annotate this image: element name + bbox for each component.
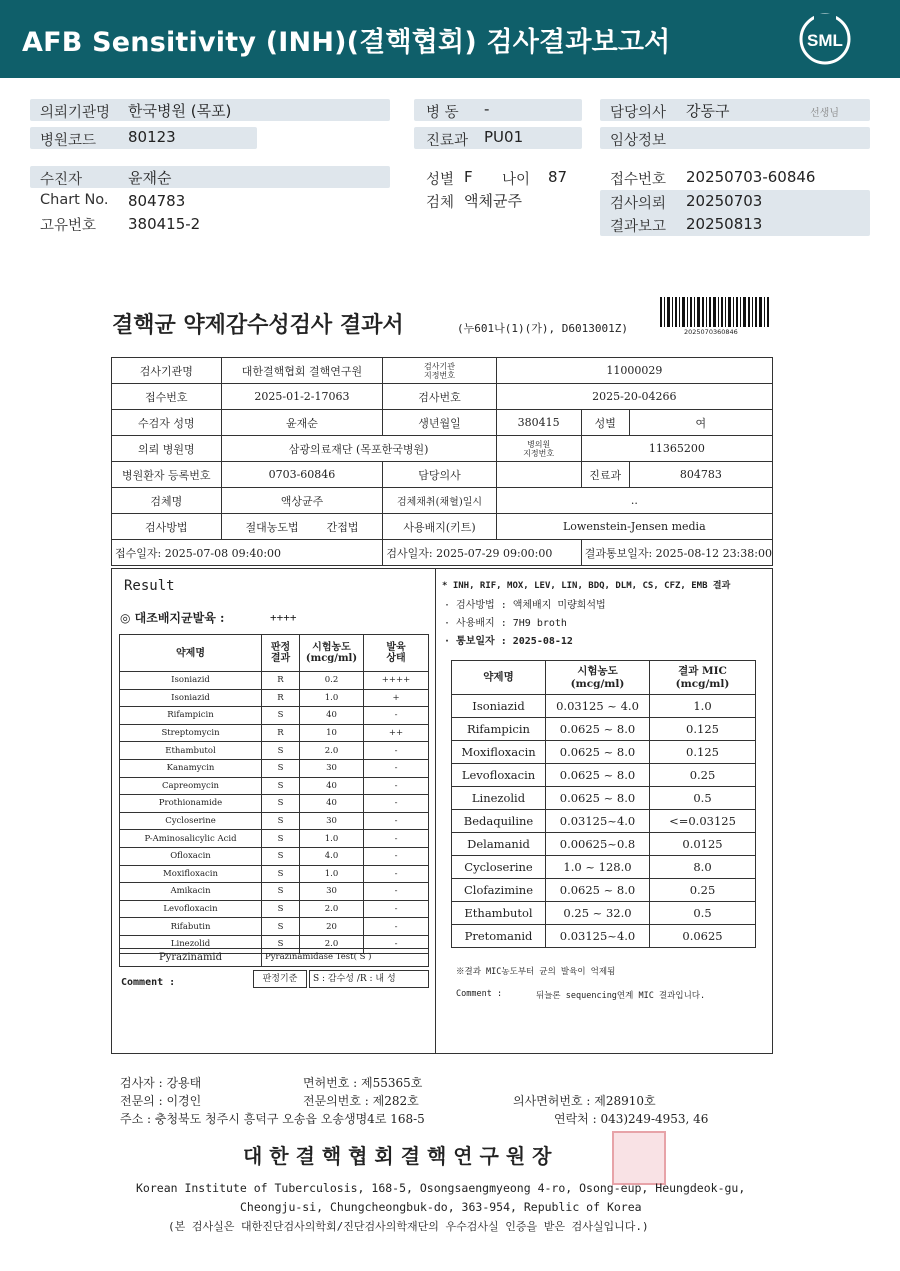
table-row <box>452 833 756 856</box>
drug-cell: - <box>364 830 429 848</box>
grid-dob-label: 생년월일 <box>383 410 496 436</box>
req-date-value: 20250703 <box>686 192 763 210</box>
grid-lab-no-label: 검사기관 지정번호 <box>383 358 496 384</box>
drug-cell: - <box>364 918 429 936</box>
drug-cell: - <box>364 847 429 865</box>
grid-reg-value: 0703-60846 <box>221 462 383 488</box>
req-date-label: 검사의뢰 <box>610 196 667 212</box>
dept-value: PU01 <box>484 128 524 146</box>
drug-cell: ++++ <box>364 672 429 690</box>
report-date-label: 결과보고 <box>610 219 667 235</box>
pyrazinamid-test: Pyrazinamidase Test( S ) <box>262 949 429 967</box>
drug-cell: Isoniazid <box>120 672 262 690</box>
mic-note: ※결과 MIC농도부터 균의 발육이 억제됨 <box>456 967 616 977</box>
table-row <box>120 759 429 777</box>
drug-cell: Ethambutol <box>120 742 262 760</box>
grid-hospital-no-value: 11365200 <box>581 436 772 462</box>
drug-cell: S <box>262 812 300 830</box>
grid-receipt-value: 2025-01-2-17063 <box>221 384 383 410</box>
pyrazinamid-label: Pyrazinamid <box>120 949 262 967</box>
mic-cell: Ethambutol <box>452 902 546 925</box>
drug-cell: 20 <box>300 918 364 936</box>
drug-cell: 1.0 <box>300 689 364 707</box>
report-body-divider <box>435 568 436 1054</box>
drug-cell: 2.0 <box>300 900 364 918</box>
drug-cell: Prothionamide <box>120 795 262 813</box>
grid-doctor-value <box>496 462 581 488</box>
drug-cell: R <box>262 672 300 690</box>
footer-contact: 연락처 : 043)249-4953, 46 <box>554 1112 709 1126</box>
drug-cell: Kanamycin <box>120 759 262 777</box>
drug-cell: 2.0 <box>300 742 364 760</box>
drug-col-conc: 시험농도 (mcg/ml) <box>300 635 364 672</box>
drug-cell: S <box>262 865 300 883</box>
drug-cell: 30 <box>300 883 364 901</box>
drug-cell: Ofloxacin <box>120 847 262 865</box>
dept-label: 진료과 <box>426 133 469 149</box>
mic-header: * INH, RIF, MOX, LEV, LIN, BDQ, DLM, CS, CFZ, EMB 결과 <box>442 581 731 591</box>
grid-lab-value: 대한결핵협회 결핵연구원 <box>221 358 383 384</box>
table-row <box>120 847 429 865</box>
grid-doctor-label: 담당의사 <box>383 462 496 488</box>
result-label: Result <box>124 578 175 594</box>
drug-cell: Moxifloxacin <box>120 865 262 883</box>
mic-cell: 0.5 <box>650 787 756 810</box>
mic-cell: Delamanid <box>452 833 546 856</box>
ward-value: - <box>484 100 490 118</box>
drug-susceptibility-table <box>119 634 429 954</box>
grid-collect-value: .. <box>496 488 772 514</box>
official-seal-icon <box>612 1131 666 1185</box>
doctor-label: 담당의사 <box>610 105 667 121</box>
grid-medium-label: 사용배지(키트) <box>383 514 496 540</box>
table-row <box>120 830 429 848</box>
mic-cell: 0.0625 ~ 8.0 <box>546 787 650 810</box>
grid-dept-label: 진료과 <box>581 462 629 488</box>
mic-cell: 0.03125~4.0 <box>546 810 650 833</box>
footer-doctor-license: 의사면허번호 : 제28910호 <box>513 1094 656 1108</box>
table-row <box>452 902 756 925</box>
mic-cell: 0.25 <box>650 764 756 787</box>
table-row <box>452 695 756 718</box>
drug-cell: Rifampicin <box>120 707 262 725</box>
footer-org: 대 한 결 핵 협 회 결 핵 연 구 원 장 <box>243 1144 552 1168</box>
grid-name-label: 수검자 성명 <box>112 410 222 436</box>
mic-result-table <box>451 660 756 948</box>
table-row <box>452 810 756 833</box>
grid-method-label: 검사방법 <box>112 514 222 540</box>
sml-logo-icon <box>798 12 852 66</box>
footer-en1: Korean Institute of Tuberculosis, 168-5, Osongsaengmyeong 4-ro, Osong-eup, Heungdeok-gu, <box>136 1181 746 1195</box>
grid-name-value: 윤재순 <box>221 410 383 436</box>
mic-medium: · 사용배지 : 7H9 broth <box>444 618 567 629</box>
grid-specimen-value: 액상균주 <box>221 488 383 514</box>
table-row <box>452 879 756 902</box>
mic-cell: 0.125 <box>650 741 756 764</box>
grid-notice-date: 결과통보일자: 2025-08-12 23:38:00 <box>581 540 772 566</box>
table-row <box>120 707 429 725</box>
drug-cell: 30 <box>300 812 364 830</box>
specimen-value: 액체균주 <box>464 192 522 210</box>
grid-test-date: 검사일자: 2025-07-29 09:00:00 <box>383 540 581 566</box>
chart-label: Chart No. <box>40 192 109 208</box>
sex-value: F <box>464 168 473 186</box>
footer-license1: 면허번호 : 제55365호 <box>303 1076 423 1090</box>
mic-cell: 1.0 ~ 128.0 <box>546 856 650 879</box>
drug-cell: - <box>364 707 429 725</box>
grid-dept-value: 804783 <box>629 462 772 488</box>
drug-col-growth: 발육 상태 <box>364 635 429 672</box>
mic-cell: 0.25 <box>650 879 756 902</box>
mic-cell: 0.25 ~ 32.0 <box>546 902 650 925</box>
grid-lab-no-value: 11000029 <box>496 358 772 384</box>
drug-cell: S <box>262 847 300 865</box>
footer-specialist: 전문의 : 이경인 <box>120 1094 202 1108</box>
table-row <box>120 742 429 760</box>
mic-cell: <=0.03125 <box>650 810 756 833</box>
drug-cell: S <box>262 759 300 777</box>
mic-cell: Moxifloxacin <box>452 741 546 764</box>
drug-cell: 4.0 <box>300 847 364 865</box>
age-label: 나이 <box>502 172 531 188</box>
mic-cell: 0.5 <box>650 902 756 925</box>
table-row <box>120 672 429 690</box>
mic-col-conc: 시험농도 (mcg/ml) <box>546 661 650 695</box>
comment-left-label: Comment : <box>121 977 176 988</box>
footer-address: 주소 : 충청북도 청주시 흥덕구 오송읍 오송생명4로 168-5 <box>120 1112 425 1126</box>
colony-label: ◎ 대조배지균발육 : <box>120 611 225 625</box>
drug-cell: - <box>364 777 429 795</box>
drug-cell: S <box>262 883 300 901</box>
mic-cell: Bedaquiline <box>452 810 546 833</box>
barcode-number: 2025070360846 <box>684 328 738 336</box>
drug-cell: S <box>262 935 300 953</box>
drug-cell: 1.0 <box>300 865 364 883</box>
report-header-grid <box>111 357 773 566</box>
table-row <box>120 883 429 901</box>
drug-cell: 10 <box>300 724 364 742</box>
grid-hospital-label: 의뢰 병원명 <box>112 436 222 462</box>
mic-cell: 0.0625 ~ 8.0 <box>546 764 650 787</box>
grid-receipt-date: 접수일자: 2025-07-08 09:40:00 <box>112 540 383 566</box>
drug-cell: Streptomycin <box>120 724 262 742</box>
drug-cell: 40 <box>300 707 364 725</box>
footer-en2: Cheongju-si, Chungcheongbuk-do, 363-954, Republic of Korea <box>240 1200 642 1214</box>
grid-lab-label: 검사기관명 <box>112 358 222 384</box>
drug-cell: ++ <box>364 724 429 742</box>
report-title: 결핵균 약제감수성검사 결과서 <box>112 312 404 338</box>
criteria-label: 판정기준 <box>253 970 307 988</box>
drug-cell: S <box>262 830 300 848</box>
grid-hospital-value: 삼광의료재단 (목포한국병원) <box>221 436 496 462</box>
comment-right-label: Comment : <box>456 989 503 999</box>
barcode-icon <box>660 297 770 327</box>
drug-cell: S <box>262 707 300 725</box>
drug-cell: - <box>364 900 429 918</box>
drug-cell: - <box>364 812 429 830</box>
grid-medium-value: Lowenstein-Jensen media <box>496 514 772 540</box>
drug-cell: R <box>262 689 300 707</box>
drug-cell: - <box>364 935 429 953</box>
table-row <box>120 795 429 813</box>
drug-cell: Rifabutin <box>120 918 262 936</box>
drug-cell: + <box>364 689 429 707</box>
svg-text:SML: SML <box>807 31 843 50</box>
mic-cell: 0.03125 ~ 4.0 <box>546 695 650 718</box>
mic-col-drug: 약제명 <box>452 661 546 695</box>
table-row <box>452 718 756 741</box>
doctor-value: 강동구 <box>686 102 730 120</box>
mic-cell: 0.125 <box>650 718 756 741</box>
grid-collect-label: 검체채취(채혈)일시 <box>383 488 496 514</box>
grid-receipt-label: 접수번호 <box>112 384 222 410</box>
patient-label: 수진자 <box>40 172 83 188</box>
header-bar <box>0 0 900 78</box>
comment-right-text: 뒤늘론 sequencing연계 MIC 결과입니다. <box>536 991 706 1001</box>
table-row <box>120 918 429 936</box>
drug-cell: S <box>262 918 300 936</box>
mic-cell: 0.03125~4.0 <box>546 925 650 948</box>
drug-cell: 2.0 <box>300 935 364 953</box>
drug-cell: 40 <box>300 795 364 813</box>
sex-label: 성별 <box>426 172 455 188</box>
drug-cell: S <box>262 795 300 813</box>
drug-cell: 30 <box>300 759 364 777</box>
drug-cell: Levofloxacin <box>120 900 262 918</box>
footer-tester: 검사자 : 강용태 <box>120 1076 202 1090</box>
doctor-suffix: 선생님 <box>810 108 839 119</box>
receipt-value: 20250703-60846 <box>686 168 816 186</box>
mic-cell: 1.0 <box>650 695 756 718</box>
table-row <box>452 787 756 810</box>
colony-value: ++++ <box>270 611 297 624</box>
hospital-code-value: 80123 <box>128 128 176 146</box>
table-row <box>120 900 429 918</box>
table-row <box>452 764 756 787</box>
uid-value: 380415-2 <box>128 215 201 233</box>
drug-cell: S <box>262 777 300 795</box>
pyrazinamid-table <box>119 948 429 967</box>
grid-method-2: 간접법 <box>326 520 359 534</box>
table-row <box>452 856 756 879</box>
drug-col-name: 약제명 <box>120 635 262 672</box>
drug-cell: - <box>364 759 429 777</box>
drug-cell: - <box>364 742 429 760</box>
mic-cell: 0.0625 ~ 8.0 <box>546 741 650 764</box>
drug-col-result: 판정 결과 <box>262 635 300 672</box>
mic-method: · 검사방법 : 액체배지 미량희석법 <box>444 600 606 611</box>
drug-cell: 1.0 <box>300 830 364 848</box>
table-row <box>120 689 429 707</box>
clinical-label: 임상정보 <box>610 133 667 149</box>
mic-cell: 0.00625~0.8 <box>546 833 650 856</box>
table-row <box>120 777 429 795</box>
mic-cell: Cycloserine <box>452 856 546 879</box>
table-row <box>120 865 429 883</box>
hospital-code-label: 병원코드 <box>40 133 97 149</box>
table-row <box>452 925 756 948</box>
drug-cell: - <box>364 865 429 883</box>
drug-cell: Capreomycin <box>120 777 262 795</box>
grid-sex-value: 여 <box>629 410 772 436</box>
mic-cell: Pretomanid <box>452 925 546 948</box>
mic-cell: 0.0625 ~ 8.0 <box>546 718 650 741</box>
grid-dob-value: 380415 <box>496 410 581 436</box>
grid-test-no-label: 검사번호 <box>383 384 496 410</box>
report-code: (누601나(1)(가), D6013001Z) <box>457 322 628 335</box>
age-value: 87 <box>548 168 568 186</box>
drug-cell: Linezolid <box>120 935 262 953</box>
drug-cell: S <box>262 900 300 918</box>
grid-test-no-value: 2025-20-04266 <box>496 384 772 410</box>
mic-date: · 통보일자 : 2025-08-12 <box>444 636 573 647</box>
mic-cell: Levofloxacin <box>452 764 546 787</box>
drug-cell: - <box>364 883 429 901</box>
mic-col-result: 결과 MIC (mcg/ml) <box>650 661 756 695</box>
grid-sex-label: 성별 <box>581 410 629 436</box>
info-bar-patient <box>30 166 390 188</box>
drug-cell: S <box>262 742 300 760</box>
drug-cell: Cycloserine <box>120 812 262 830</box>
drug-cell: 40 <box>300 777 364 795</box>
mic-cell: 0.0625 <box>650 925 756 948</box>
table-row <box>452 741 756 764</box>
drug-cell: P-Aminosalicylic Acid <box>120 830 262 848</box>
page-title: AFB Sensitivity (INH)(결핵협회) 검사결과보고서 <box>22 27 671 58</box>
ward-label: 병 동 <box>426 105 459 121</box>
grid-reg-label: 병원환자 등록번호 <box>112 462 222 488</box>
grid-method-1: 절대농도법 <box>245 520 299 534</box>
footer-cert: (본 검사실은 대한진단검사의학회/진단검사의학재단의 우수검사실 인증을 받은 검사실입니다.) <box>168 1220 649 1233</box>
grid-specimen-label: 검체명 <box>112 488 222 514</box>
table-row <box>120 812 429 830</box>
mic-cell: Rifampicin <box>452 718 546 741</box>
report-date-value: 20250813 <box>686 215 763 233</box>
chart-value: 804783 <box>128 192 186 210</box>
table-row <box>120 724 429 742</box>
drug-cell: R <box>262 724 300 742</box>
drug-cell: Isoniazid <box>120 689 262 707</box>
mic-cell: Clofazimine <box>452 879 546 902</box>
uid-label: 고유번호 <box>40 218 97 234</box>
request-org-label: 의뢰기관명 <box>40 105 111 121</box>
mic-cell: 0.0625 ~ 8.0 <box>546 879 650 902</box>
footer-license2: 전문의번호 : 제282호 <box>303 1094 419 1108</box>
mic-cell: Linezolid <box>452 787 546 810</box>
specimen-label: 검체 <box>426 195 455 211</box>
grid-method-value <box>221 514 383 540</box>
receipt-label: 접수번호 <box>610 172 667 188</box>
drug-cell: - <box>364 795 429 813</box>
mic-cell: 8.0 <box>650 856 756 879</box>
criteria-value: S : 감수성 /R : 내 성 <box>309 970 429 988</box>
drug-cell: Amikacin <box>120 883 262 901</box>
grid-hospital-no-label: 병의원 지정번호 <box>496 436 581 462</box>
patient-value: 윤재순 <box>128 169 172 187</box>
mic-cell: Isoniazid <box>452 695 546 718</box>
mic-cell: 0.0125 <box>650 833 756 856</box>
drug-cell: 0.2 <box>300 672 364 690</box>
request-org-value: 한국병원 (목포) <box>128 102 232 120</box>
